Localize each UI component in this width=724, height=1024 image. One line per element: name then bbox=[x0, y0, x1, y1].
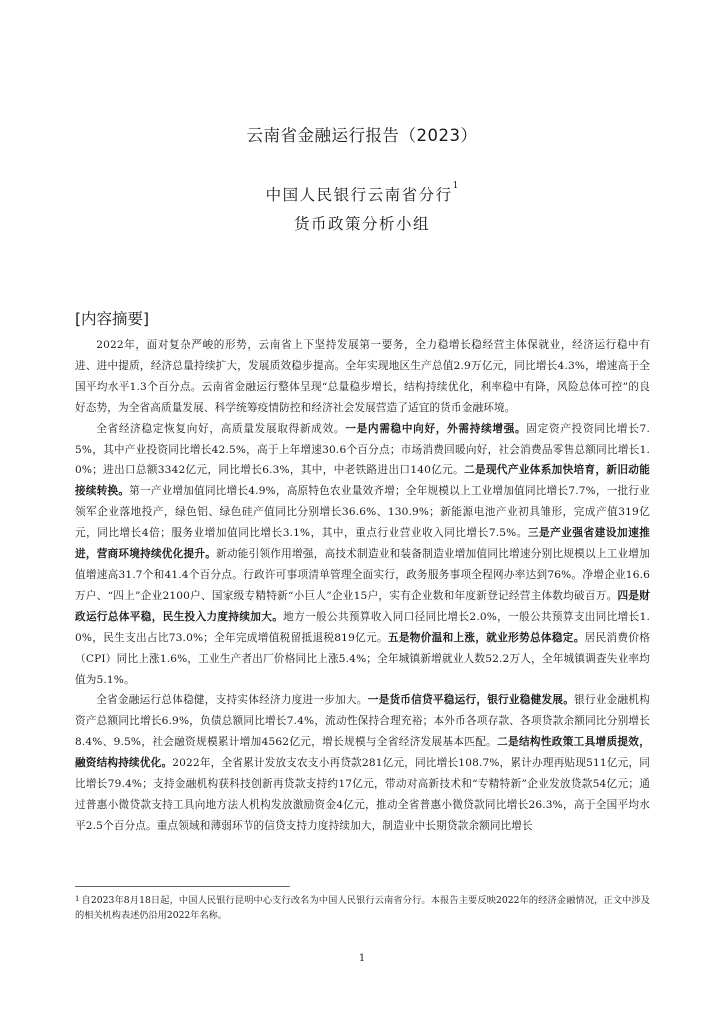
footnote-divider bbox=[75, 886, 290, 887]
paragraph-text: 全省金融运行总体稳健，支持实体经济力度进一步加大。 bbox=[96, 694, 368, 707]
paragraph-text: 2022年，全省累计发放支农支小再贷款281亿元，同比增长108.7%，累计办理再贴现511亿元，同比增长79.4%；支持金融机构获科技创新再贷款支持约17亿元，带动对高新技术和“专精特新”企业发放贷款54亿元；通过普惠小微贷款支持工具向地方法人机构发放激励资金4亿元，推动全省普惠小微贷款同比增长26.3%，高于全国平均水平2.5个百分点。重点领域和薄弱环节的信贷支持力度持续加大，制造业中长期贷款余额同比增长 bbox=[75, 757, 650, 832]
summary-paragraph bbox=[75, 335, 650, 419]
highlight-phrase: 二是现代产业体系加快培育，新旧动能接续转换。 bbox=[75, 464, 650, 498]
summary-paragraph bbox=[75, 419, 650, 691]
highlight-phrase: 五是物价温和上涨，就业形势总体稳定。 bbox=[387, 631, 585, 644]
author-institution: 中国人民银行云南省分行 bbox=[265, 186, 453, 204]
section-heading-summary: [内容摘要] bbox=[75, 310, 150, 328]
footnote-reference[interactable]: 1 bbox=[452, 181, 459, 191]
highlight-phrase: 四是财政运行总体平稳，民生投入力度持续加大。 bbox=[75, 589, 650, 623]
paragraph-text: 2022年，面对复杂严峻的形势，云南省上下坚持发展第一要务，全力稳增长稳经营主体保就业，经济运行稳中有进、进中提质，经济总量持续扩大，发展质效稳步提高。全年实现地区生产总值2.9万亿元，同比增长4.3%，增速高于全国平均水平1.3个百分点。云南省金融运行整体呈现“总量稳步增长，结构持续优化，利率稳中有降，风险总体可控”的良好态势，为全省高质量发展、科学统筹疫情防控和经济社会发展营造了适宜的货币金融环境。 bbox=[75, 339, 650, 414]
report-title: 云南省金融运行报告（2023） bbox=[246, 126, 478, 145]
paragraph-text: 地方一般公共预算收入同口径同比增长2.0%，一般公共预算支出同比增长1.0%，民生支出占比73.0%；全年完成增值税留抵退税819亿元。 bbox=[75, 610, 650, 644]
footnote-mark: 1 bbox=[75, 895, 80, 903]
paragraph-text: 居民消费价格（CPI）同比上涨1.6%，工业生产者出厂价格同比上涨5.4%；全年城镇新增就业人数52.2万人，全年城镇调查失业率均值为5.1%。 bbox=[75, 631, 651, 686]
footnote-text: 自2023年8月18日起，中国人民银行昆明中心支行改名为中国人民银行云南省分行。本报告主要反映2022年的经济金融情况，正文中涉及的相关机构表述仍沿用2022年名称。 bbox=[75, 895, 650, 921]
paragraph-text: 全省经济稳定恢复向好，高质量发展取得新成效。 bbox=[96, 422, 346, 435]
paragraph-text: 银行业金融机构资产总额同比增长6.9%，负债总额同比增长7.4%，流动性保持合理充裕；本外币各项存款、各项贷款余额同比分别增长8.4%、9.5%，社会融资规模累计增加4562亿元，增长规模与全省经济发展基本匹配。 bbox=[75, 694, 650, 749]
paragraph-text: 第一产业增加值同比增长4.9%，高原特色农业量效齐增；全年规模以上工业增加值同比增长7.7%，一批行业领军企业落地投产，绿色铝、绿色硅产值同比分别增长36.6%、130.9%；新能源电池产业初具雏形，完成产值319亿元，同比增长4倍；服务业增加值同比增长3.1%，其中，重点行业营业收入同比增长7.5%。 bbox=[75, 485, 650, 540]
page-number: 1 bbox=[358, 953, 366, 964]
paragraph-text: 固定资产投资同比增长7.5%，其中产业投资同比增长42.5%，高于上年增速30.6个百分点；市场消费回暖向好，社会消费品零售总额同比增长1.0%；进出口总额3342亿元，同比增长6.3%，其中，中老铁路进出口140亿元。 bbox=[75, 422, 650, 477]
summary-paragraph bbox=[75, 690, 650, 836]
highlight-phrase: 一是货币信贷平稳运行，银行业稳健发展。 bbox=[367, 694, 575, 707]
highlight-phrase: 一是内需稳中向好，外需持续增强。 bbox=[345, 422, 527, 435]
summary-body bbox=[75, 335, 650, 837]
author-line-1 bbox=[0, 183, 724, 205]
paragraph-text: 新动能引领作用增强，高技术制造业和装备制造业增加值同比增速分别比规模以上工业增加值增速高31.7个和41.4个百分点。行政许可事项清单管理全面实行，政务服务事项全程网办率达到76%。净增企业16.6万户、“四上”企业2100户、国家级专精特新“小巨人”企业15户，实有企业数和年度新登记经营主体数均破百万。 bbox=[75, 548, 650, 602]
footnote bbox=[75, 893, 650, 923]
highlight-phrase: 三是产业强省建设加速推进，营商环境持续优化提升。 bbox=[75, 527, 651, 561]
author-line-2: 货币政策分析小组 bbox=[293, 215, 430, 233]
highlight-phrase: 二是结构性政策工具增质提效，融资结构持续优化。 bbox=[75, 736, 650, 770]
